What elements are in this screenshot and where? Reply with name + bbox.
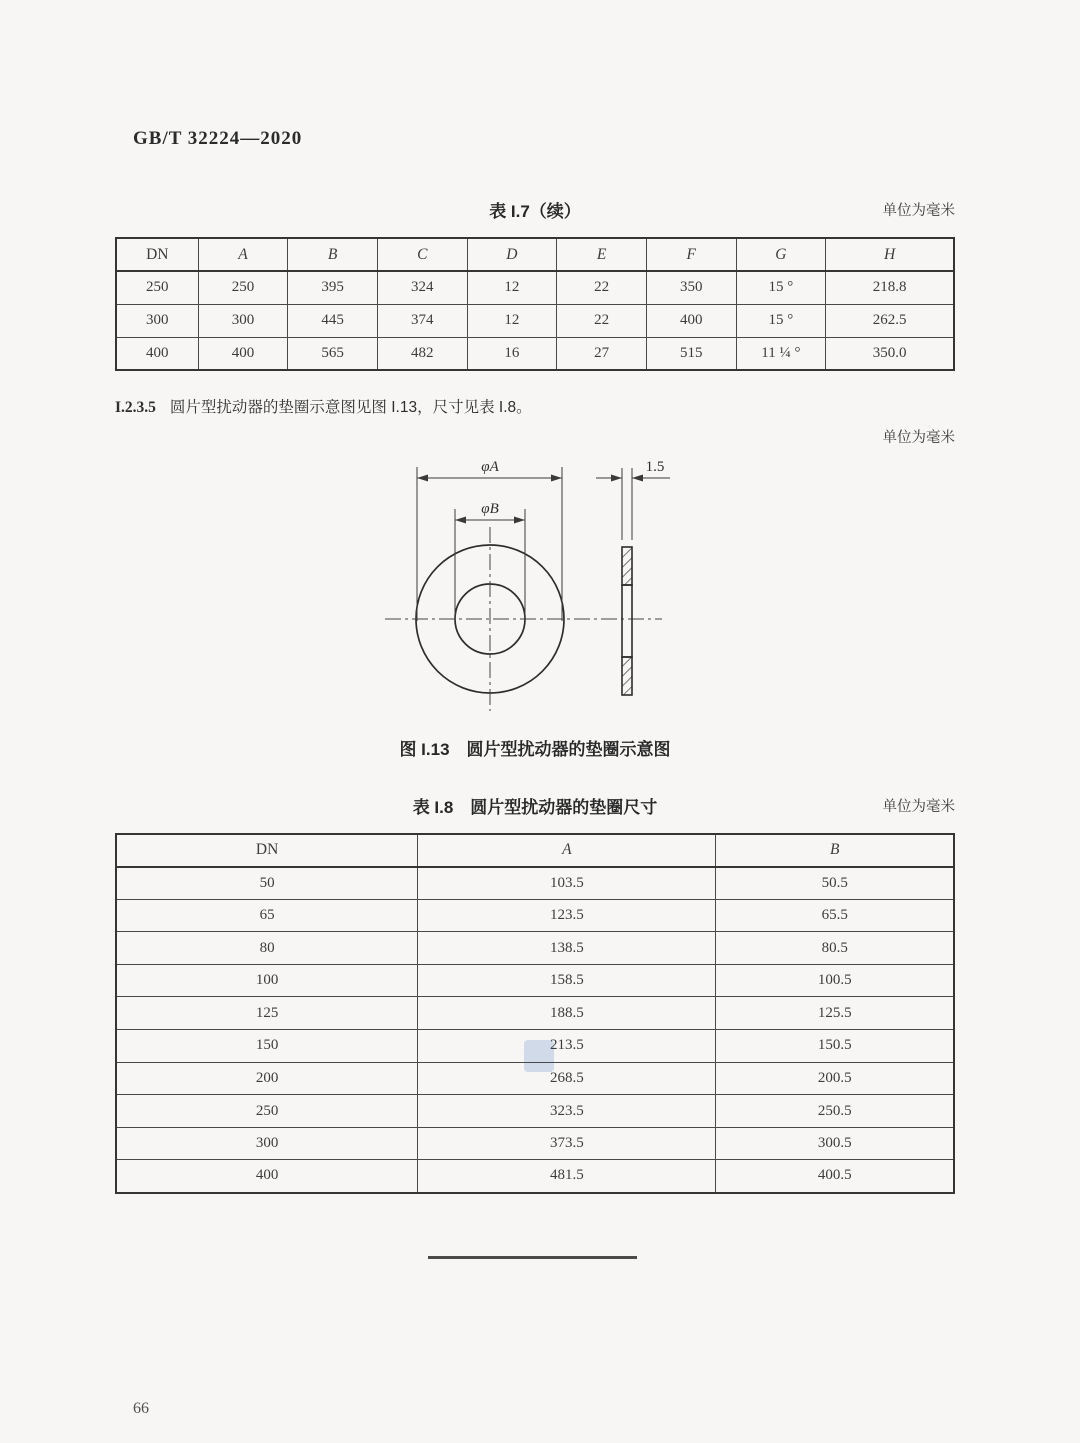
table-cell: 80 [116,932,418,965]
clause-text: 圆片型扰动器的垫圈示意图见图 I.13，尺寸见表 I.8。 [169,399,532,416]
table-cell: 103.5 [418,867,716,900]
table-cell: 65.5 [716,899,954,932]
table-cell: 300 [198,304,288,337]
table-cell: 250.5 [716,1095,954,1128]
table-row [116,271,954,304]
table-cell: 27 [557,337,647,370]
table-row [116,1127,954,1160]
table-row [116,1062,954,1095]
table-cell: 22 [557,271,647,304]
table-i7-title: 表 I.7（续） [489,202,581,221]
column-header: D [467,238,557,271]
table-i8 [115,833,955,1194]
table-cell: 400.5 [716,1160,954,1193]
inner-diameter-label: φB [481,501,499,517]
table-row [116,1095,954,1128]
column-header: C [377,238,467,271]
table-cell: 481.5 [418,1160,716,1193]
dimension-thickness [596,468,670,540]
table-row [116,997,954,1030]
table-cell: 50 [116,867,418,900]
table-cell: 395 [288,271,378,304]
table-row [116,304,954,337]
washer-drawing-svg [370,443,690,723]
thickness-label: 1.5 [645,459,665,475]
column-header: DN [116,834,418,867]
table-i7-unit-note: 单位为毫米 [882,203,955,219]
table-cell: 125 [116,997,418,1030]
table-i8-title: 表 I.8 圆片型扰动器的垫圈尺寸 [412,798,658,817]
dimension-outer-diameter [417,467,562,621]
table-i7-body [116,271,954,370]
standard-number: GB/T 32224—2020 [133,128,303,149]
clause-paragraph [115,395,955,417]
table-cell: 400 [116,337,198,370]
table-cell: 22 [557,304,647,337]
table-cell: 15 ° [736,271,826,304]
column-header: A [418,834,716,867]
table-cell: 482 [377,337,467,370]
page-number: 66 [133,1400,149,1417]
outer-diameter-label: φA [481,459,499,475]
table-row [116,899,954,932]
figure-unit-note: 单位为毫米 [882,430,955,446]
table-cell: 373.5 [418,1127,716,1160]
table-cell: 16 [467,337,557,370]
table-cell: 213.5 [418,1030,716,1063]
column-header: B [716,834,954,867]
column-header: F [646,238,736,271]
table-cell: 445 [288,304,378,337]
table-cell: 11 ¼ ° [736,337,826,370]
end-of-annex-rule [428,1256,637,1259]
table-cell: 100.5 [716,964,954,997]
table-cell: 250 [116,271,198,304]
side-view [622,547,632,695]
table-row [116,932,954,965]
table-cell: 324 [377,271,467,304]
table-cell: 200 [116,1062,418,1095]
table-cell: 323.5 [418,1095,716,1128]
column-header: DN [116,238,198,271]
table-cell: 300 [116,304,198,337]
table-cell: 262.5 [826,304,954,337]
table-cell: 400 [116,1160,418,1193]
clause-number: I.2.3.5 [115,399,156,416]
table-cell: 350 [646,271,736,304]
table-i7-caption-row [115,197,955,219]
table-cell: 400 [198,337,288,370]
table-cell: 50.5 [716,867,954,900]
table-cell: 300 [116,1127,418,1160]
table-cell: 565 [288,337,378,370]
column-header: H [826,238,954,271]
table-cell: 12 [467,304,557,337]
table-cell: 100 [116,964,418,997]
table-row [116,1030,954,1063]
table-cell: 158.5 [418,964,716,997]
table-cell: 138.5 [418,932,716,965]
table-cell: 80.5 [716,932,954,965]
table-i7-header-row [116,238,954,271]
table-cell: 12 [467,271,557,304]
table-cell: 400 [646,304,736,337]
front-view [385,527,662,711]
table-cell: 123.5 [418,899,716,932]
table-cell: 200.5 [716,1062,954,1095]
table-i8-unit-note: 单位为毫米 [882,799,955,815]
figure-caption: 图 I.13 圆片型扰动器的垫圈示意图 [399,740,671,759]
table-i7 [115,237,955,371]
washer-diagram [370,443,690,723]
table-cell: 250 [116,1095,418,1128]
table-cell: 250 [198,271,288,304]
table-cell: 188.5 [418,997,716,1030]
table-cell: 515 [646,337,736,370]
table-cell: 350.0 [826,337,954,370]
column-header: G [736,238,826,271]
table-row [116,867,954,900]
table-row [116,1160,954,1193]
table-cell: 268.5 [418,1062,716,1095]
table-cell: 150.5 [716,1030,954,1063]
table-i8-caption-row [115,793,955,815]
table-row [116,337,954,370]
column-header: A [198,238,288,271]
column-header: E [557,238,647,271]
table-cell: 218.8 [826,271,954,304]
column-header: B [288,238,378,271]
table-i8-header-row [116,834,954,867]
table-cell: 150 [116,1030,418,1063]
table-cell: 300.5 [716,1127,954,1160]
table-cell: 15 ° [736,304,826,337]
table-cell: 125.5 [716,997,954,1030]
table-row [116,964,954,997]
table-i8-body [116,867,954,1193]
table-cell: 374 [377,304,467,337]
table-cell: 65 [116,899,418,932]
